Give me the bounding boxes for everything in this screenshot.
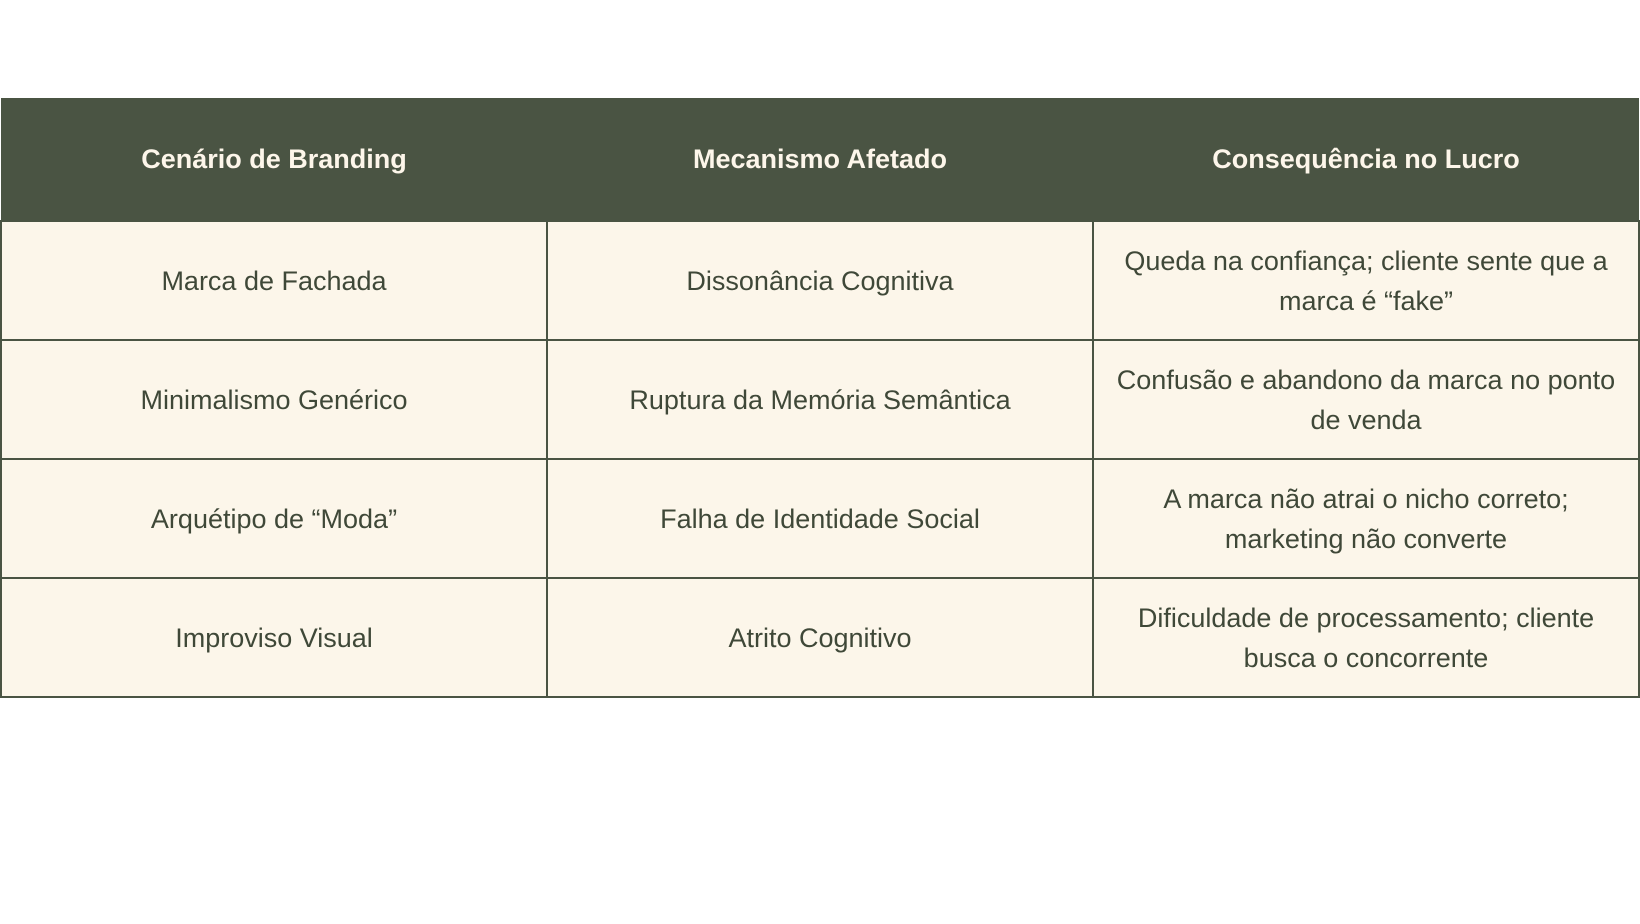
cell-cenario: Minimalismo Genérico	[1, 340, 547, 459]
cell-mecanismo: Atrito Cognitivo	[547, 578, 1093, 697]
cell-cenario: Improviso Visual	[1, 578, 547, 697]
header-cenario: Cenário de Branding	[1, 98, 547, 221]
cell-mecanismo: Ruptura da Memória Semântica	[547, 340, 1093, 459]
cell-consequencia: Queda na confiança; cliente sente que a marca é “fake”	[1093, 221, 1639, 340]
cell-cenario: Marca de Fachada	[1, 221, 547, 340]
cell-consequencia: A marca não atrai o nicho correto; marketing não converte	[1093, 459, 1639, 578]
header-consequencia: Consequência no Lucro	[1093, 98, 1639, 221]
cell-cenario: Arquétipo de “Moda”	[1, 459, 547, 578]
cell-consequencia: Confusão e abandono da marca no ponto de venda	[1093, 340, 1639, 459]
table-row	[1, 340, 1639, 459]
cell-consequencia: Dificuldade de processamento; cliente busca o concorrente	[1093, 578, 1639, 697]
table-header-row	[1, 98, 1639, 221]
table-row	[1, 221, 1639, 340]
table-row	[1, 578, 1639, 697]
cell-mecanismo: Falha de Identidade Social	[547, 459, 1093, 578]
header-mecanismo: Mecanismo Afetado	[547, 98, 1093, 221]
cell-mecanismo: Dissonância Cognitiva	[547, 221, 1093, 340]
table-row	[1, 459, 1639, 578]
branding-table	[0, 98, 1640, 698]
